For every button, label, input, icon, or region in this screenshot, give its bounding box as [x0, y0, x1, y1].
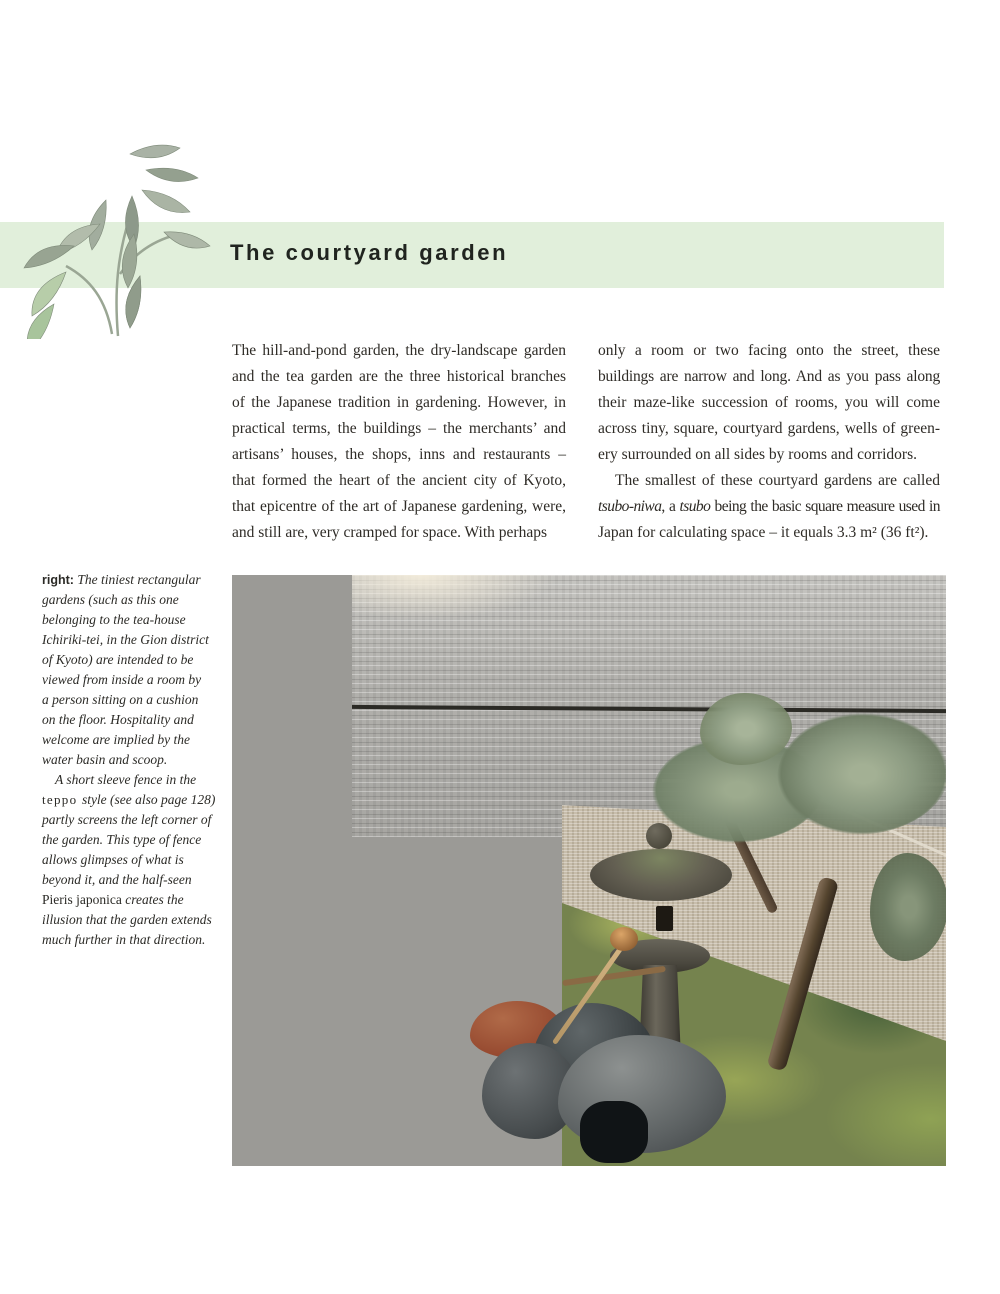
text-line: practical terms, the buildings – the merchants’ and [232, 420, 566, 437]
photo-caption [42, 570, 228, 950]
text-line: a person sitting on a cushion [42, 692, 199, 707]
text-line: and still are, very cramped for space. With perhaps [232, 524, 547, 541]
photo-water [580, 1101, 648, 1163]
body-column-left [232, 338, 566, 546]
text-line: and the tea garden are the three historical branches [232, 368, 566, 385]
text-line: partly screens the left corner of [42, 812, 212, 827]
text-line: ery surrounded on all sides by rooms and corridors. [598, 446, 917, 463]
text-line: illusion that the garden extends [42, 912, 212, 927]
text-line: of the Japanese tradition in gardening. However, in [232, 394, 566, 411]
text-line: of Kyoto) are intended to be [42, 652, 194, 667]
text-line: buildings are narrow and long. And as you pass along [598, 368, 940, 385]
text-line: teppo style (see also page 128) [42, 792, 216, 807]
text-line: the garden. This type of fence [42, 832, 202, 847]
text-line: on the floor. Hospitality and [42, 712, 194, 727]
text-line: much further in that direction. [42, 932, 206, 947]
photo-lantern-window [656, 906, 673, 931]
body-column-right [598, 338, 940, 546]
photo-sky-glow [352, 575, 582, 635]
photo-rock [790, 1089, 940, 1166]
text-line: tsubo-niwa, a tsubo being the basic square measure used in [598, 498, 940, 515]
text-line: Ichiriki-tei, in the Gion district [42, 632, 209, 647]
text-line: right: The tiniest rectangular [42, 572, 201, 587]
courtyard-photo [232, 575, 946, 1166]
text-line: A short sleeve fence in the [55, 772, 197, 787]
text-line: The hill-and-pond garden, the dry-landscape garden [232, 342, 566, 359]
text-line: welcome are implied by the [42, 732, 190, 747]
photo-ladle-cup [610, 927, 638, 951]
text-line: allows glimpses of what is [42, 852, 184, 867]
text-line: across tiny, square, courtyard gardens, wells of green- [598, 420, 940, 437]
text-line: The smallest of these courtyard gardens are called [615, 472, 940, 489]
text-line: Pieris japonica creates the [42, 892, 184, 907]
text-line: viewed from inside a room by [42, 672, 202, 687]
text-line: water basin and scoop. [42, 752, 168, 767]
page-title: The courtyard garden [230, 240, 509, 265]
text-line: Japan for calculating space – it equals 3.3 m² (36 ft²). [598, 524, 929, 541]
text-line: that epicentre of the art of Japanese gardening, were, [232, 498, 566, 515]
bamboo-leaves-illustration [14, 104, 229, 339]
photo-lantern-finial [646, 823, 672, 849]
text-line: belonging to the tea-house [42, 612, 186, 627]
text-line: gardens (such as this one [42, 592, 179, 607]
text-line: their maze-like succession of rooms, you will come [598, 394, 940, 411]
text-line: beyond it, and the half-seen [42, 872, 192, 887]
text-line: that formed the heart of the ancient city of Kyoto, [232, 472, 566, 489]
text-line: artisans’ houses, the shops, inns and restaurants – [232, 446, 566, 463]
text-line: only a room or two facing onto the street, these [598, 342, 940, 359]
